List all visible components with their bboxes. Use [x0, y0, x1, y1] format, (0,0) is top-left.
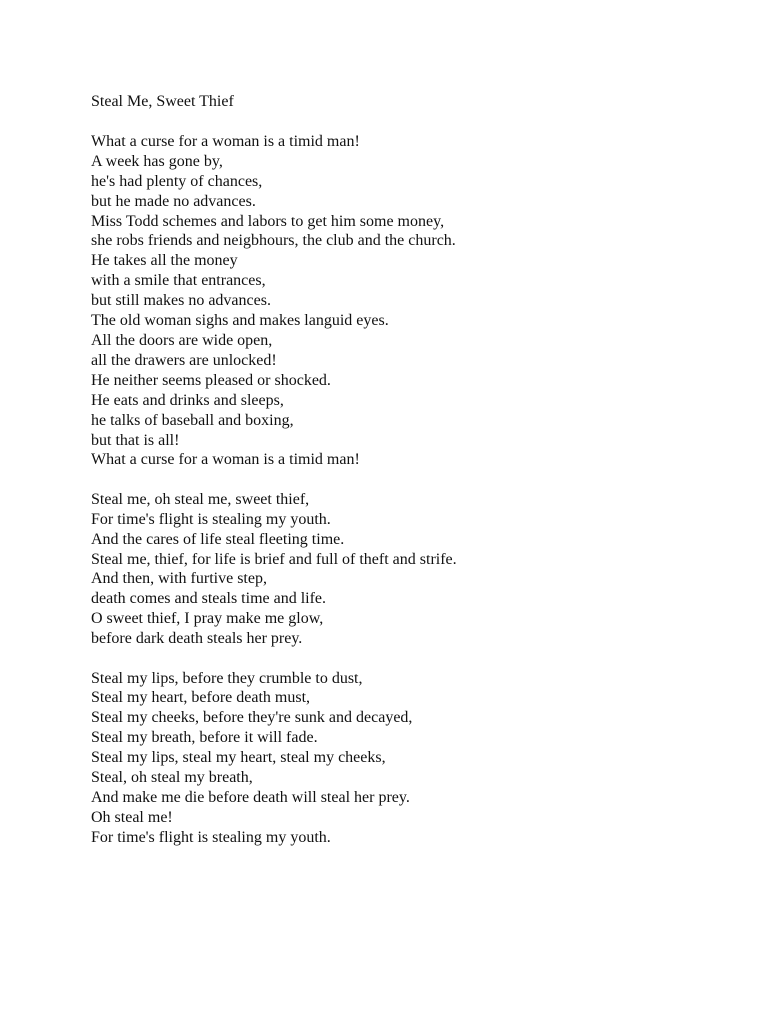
poem-line: Steal, oh steal my breath, [91, 769, 253, 787]
stanza [91, 490, 731, 649]
poem-line: The old woman sighs and makes languid eyes. [91, 312, 389, 330]
poem-line: Steal my lips, before they crumble to dust, [91, 669, 363, 687]
stanza [91, 132, 731, 470]
poem-line: And make me die before death will steal her prey. [91, 789, 410, 806]
poem-line: What a curse for a woman is a timid man! [91, 132, 360, 150]
poem-line: O sweet thief, I pray make me glow, [91, 610, 324, 628]
poem-line: He eats and drinks and sleeps, [91, 391, 284, 409]
poem-line: He takes all the money [91, 252, 238, 270]
poem-line: For time's flight is stealing my youth. [91, 510, 331, 528]
poem-line: but still makes no advances. [91, 292, 271, 310]
poem-line: Steal me, oh steal me, sweet thief, [91, 490, 310, 508]
poem-line: Steal my heart, before death must, [91, 689, 311, 707]
poem-line: Oh steal me! [91, 808, 173, 826]
poem-line: A week has gone by, [91, 152, 223, 170]
poem-line: He neither seems pleased or shocked. [91, 371, 331, 389]
poem-line: Miss Todd schemes and labors to get him some money, [91, 212, 445, 230]
poem-line: he's had plenty of chances, [91, 172, 263, 190]
poem-line: And the cares of life steal fleeting time. [91, 530, 345, 548]
poem-line: And then, with furtive step, [91, 570, 267, 588]
poem-line: all the drawers are unlocked! [91, 351, 277, 369]
poem-line: she robs friends and neigbhours, the club and the church. [91, 232, 456, 250]
poem [91, 92, 731, 867]
poem-line: For time's flight is stealing my youth. [91, 828, 331, 846]
poem-line: Steal me, thief, for life is brief and full of theft and strife. [91, 550, 457, 568]
poem-line: Steal my breath, before it will fade. [91, 729, 318, 747]
poem-line: Steal my lips, steal my heart, steal my cheeks, [91, 749, 386, 767]
poem-line: death comes and steals time and life. [91, 590, 327, 608]
poem-line: before dark death steals her prey. [91, 630, 303, 648]
poem-line: What a curse for a woman is a timid man! [91, 451, 360, 469]
poem-line: All the doors are wide open, [91, 331, 273, 349]
poem-line: with a smile that entrances, [91, 272, 266, 290]
poem-body [91, 132, 731, 848]
poem-line: but he made no advances. [91, 192, 256, 210]
poem-line: but that is all! [91, 431, 180, 449]
poem-line: he talks of baseball and boxing, [91, 411, 294, 429]
poem-title: Steal Me, Sweet Thief [91, 93, 234, 110]
stanza [91, 669, 731, 848]
poem-line: Steal my cheeks, before they're sunk and decayed, [91, 709, 413, 727]
